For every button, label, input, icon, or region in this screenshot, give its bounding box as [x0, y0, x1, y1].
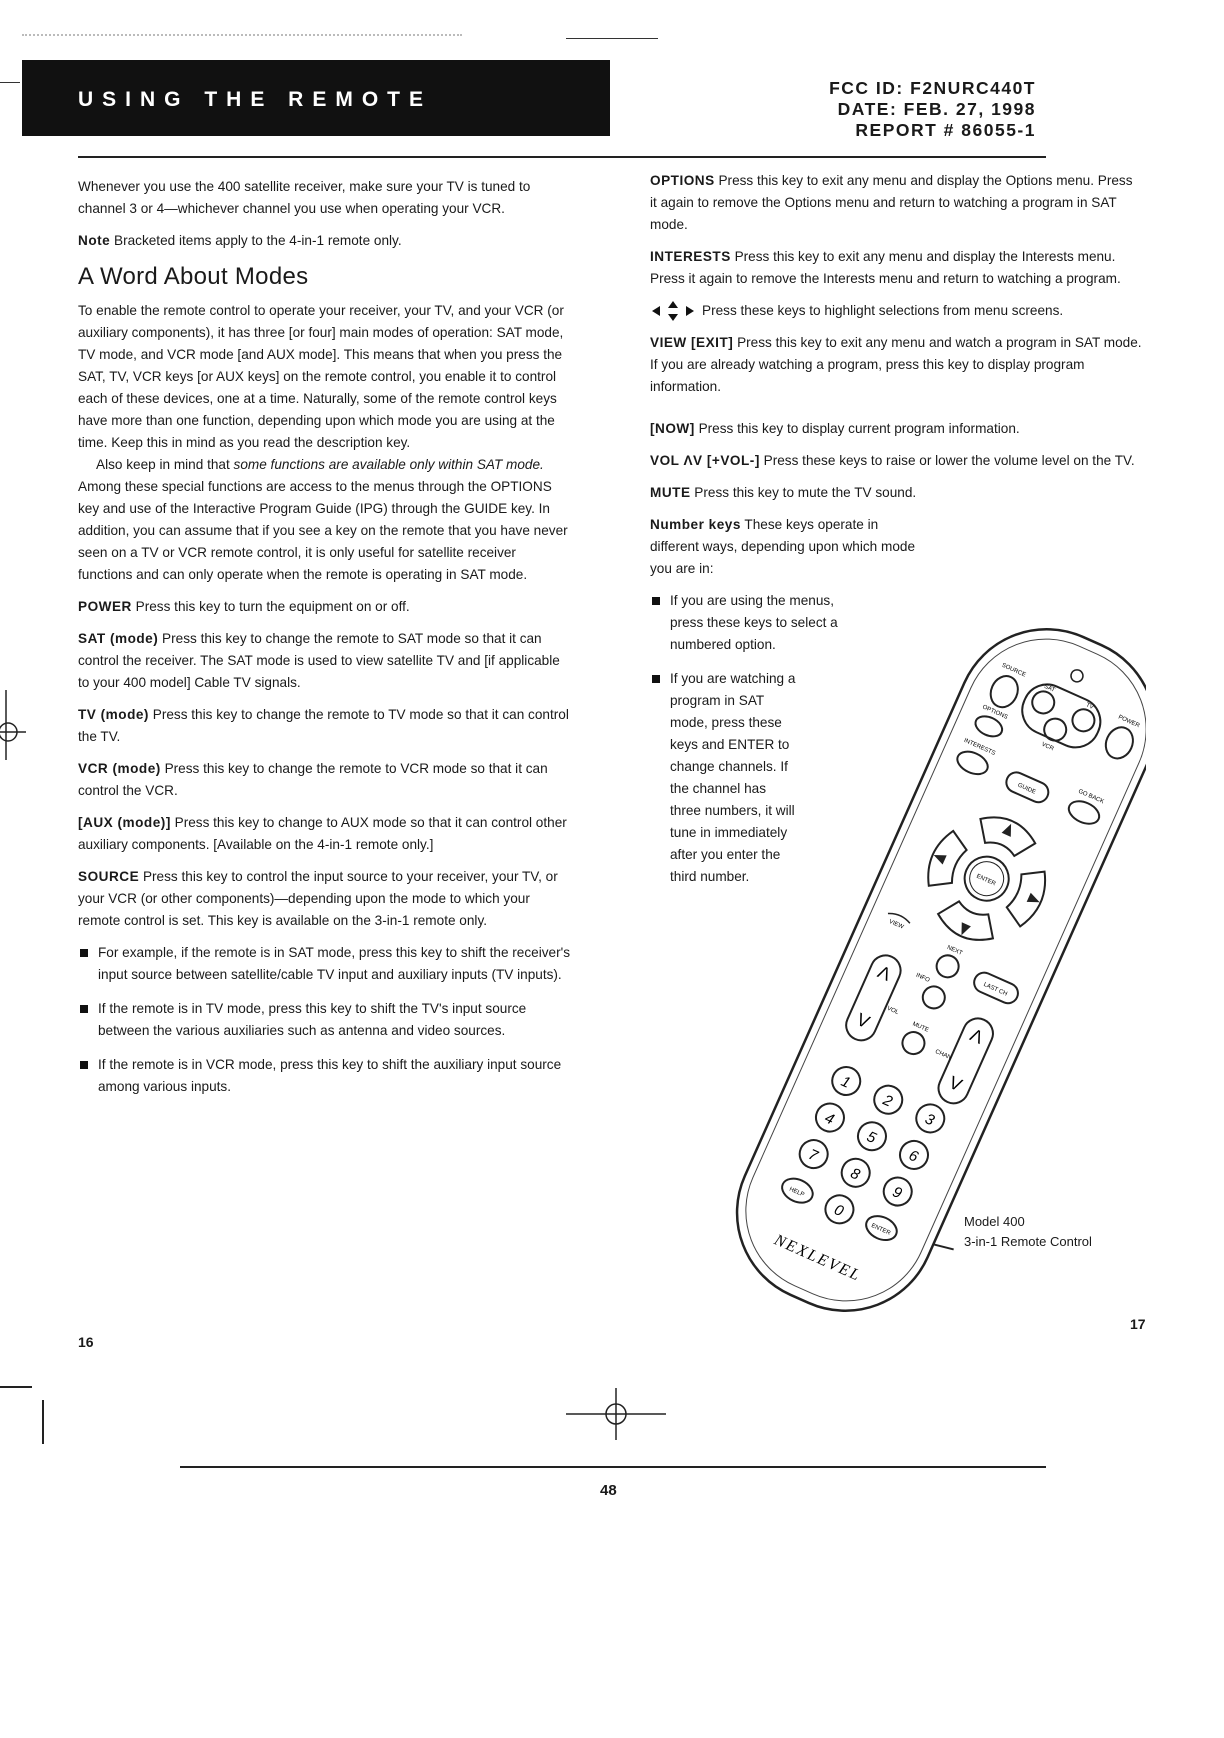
bottom-left-corner-mark [0, 1386, 32, 1388]
caption-model: Model 400 [964, 1214, 1025, 1229]
mute-label: MUTE [650, 485, 691, 501]
footer-rule [180, 1466, 1046, 1468]
mute-key-label: MUTE [911, 1021, 930, 1034]
sat-label: SAT (mode) [78, 631, 159, 646]
mute-entry [650, 482, 920, 504]
footer-page-number: 48 [600, 1482, 617, 1499]
power-key-label: POWER [1117, 714, 1141, 730]
digit-key-label: 8 [847, 1164, 863, 1184]
number-label: Number keys [650, 517, 741, 533]
registration-mark-left [0, 690, 28, 760]
modes-paragraph-2 [78, 454, 574, 586]
next-key-label: NEXT [946, 944, 964, 957]
source-key-label: SOURCE [1000, 662, 1027, 679]
go-back-key-label: GO BACK [1077, 788, 1105, 806]
caption-description: 3-in-1 Remote Control [964, 1234, 1092, 1249]
power-entry [78, 596, 574, 618]
tv-label: TV (mode) [78, 707, 149, 722]
now-text: Press this key to display current program information. [698, 421, 1020, 437]
aux-text: Press this key to change to AUX mode so that it can control other auxiliary components. [Available on the 4-in-1 remote only.] [78, 815, 567, 852]
list-item: If the remote is in TV mode, press this key to shift the TV's input source between the various auxiliaries such as antenna and video sources. [78, 998, 574, 1042]
help-key-label: HELP [788, 1186, 805, 1199]
chan-up-icon: Λ [967, 1024, 987, 1048]
options-text: Press this key to exit any menu and display the Options menu. Press it again to remove the Options menu and return to watching a program in SAT mode. [650, 173, 1133, 232]
brand-logo: NEXLEVEL [771, 1231, 864, 1285]
now-entry [650, 418, 1142, 440]
modes-p2-end: Among these special functions are access to the menus through the OPTIONS key and use of the Interactive Program Guide (IPG) through the GUIDE key. In addition, you can assume that if you see a key on the remote that you have never seen on a TV or VCR remote control, it is only useful for satellite receiver functions and can only operate when the remote is operating in SAT mode. [78, 479, 568, 582]
list-item: If you are using the menus, press these keys to select a numbered option. [650, 590, 870, 656]
registration-mark-bottom [566, 1688, 666, 1738]
registration-mark-center [566, 1388, 666, 1440]
digit-key-label: 5 [864, 1128, 879, 1148]
page-number-left: 16 [78, 1334, 94, 1350]
vcr-key-label: VCR [1040, 741, 1055, 753]
fcc-block [829, 78, 1036, 141]
source-bullets [78, 942, 574, 1098]
modes-p2-start: Also keep in mind that [96, 457, 234, 472]
power-label: POWER [78, 599, 132, 614]
note-label: Note [78, 233, 111, 248]
interests-key-label: INTERESTS [962, 737, 997, 757]
header-rule [78, 156, 1046, 158]
note-paragraph [78, 230, 574, 252]
fcc-report: REPORT # 86055-1 [855, 120, 1036, 140]
view-text: Press this key to exit any menu and watch a program in SAT mode. If you are already watching a program, press this key to display program information. [650, 335, 1142, 395]
vol-label: VOL ΛV [+VOL-] [650, 453, 760, 469]
vcr-label: VCR (mode) [78, 761, 161, 776]
tv-entry [78, 704, 574, 748]
aux-label: [AUX (mode)] [78, 815, 171, 830]
number-entry [650, 514, 918, 580]
remote-caption [964, 1212, 1092, 1252]
intro-paragraph: Whenever you use the 400 satellite receiver, make sure your TV is tuned to channel 3 or 4—whichever channel you use when operating your VCR. [78, 179, 531, 216]
modes-paragraph-1: To enable the remote control to operate your receiver, your TV, and your VCR (or auxiliary components), it has three [or four] main modes of operation: SAT mode, TV mode, and VCR mode [and AUX mode]. This means that when you press the SAT, TV, VCR keys [or AUX keys] on the remote control, you enable it to control each of these devices, one at a time. Naturally, some of the remote control keys have more than one function, depending upon which mode you are using at the time. Keep this in mind as you read the description key. [78, 303, 564, 450]
last-ch-key-label: LAST CH [982, 981, 1008, 998]
digit-key-label: 9 [889, 1183, 905, 1203]
digit-key-label: 7 [805, 1146, 821, 1165]
power-text: Press this key to turn the equipment on or off. [135, 599, 410, 614]
sat-text: Press this key to change the remote to SAT mode so that it can control the receiver. The SAT mode is used to view satellite TV and [if applicable to your 400 model] Cable TV signals. [78, 631, 560, 690]
digit-key-label: 1 [838, 1072, 853, 1092]
digit-key-label: 3 [922, 1110, 937, 1130]
modes-heading: A Word About Modes [78, 263, 309, 290]
left-edge-rule [0, 82, 20, 83]
vol-rocker-label: VOL [886, 1005, 900, 1017]
options-label: OPTIONS [650, 173, 715, 188]
left-column [78, 176, 574, 1110]
view-key-label: VIEW [887, 918, 905, 931]
list-item: If you are watching a program in SAT mode, press these keys and ENTER to change channels. If the channel has three numbers, it will tune in immediately after you enter the third number. [650, 668, 800, 888]
sat-key-label: SAT [1042, 683, 1056, 694]
list-item: For example, if the remote is in SAT mode, press this key to shift the receiver's input source between satellite/cable TV input and auxiliary inputs (TV inputs). [78, 942, 574, 986]
vcr-entry [78, 758, 574, 802]
fcc-date: DATE: FEB. 27, 1998 [837, 99, 1036, 119]
source-text: Press this key to control the input source to your receiver, your TV, or your VCR (or other components)—depending upon the mode to which your remote control is set. This key is available on the 3-in-1 remote only. [78, 869, 558, 928]
guide-key-label: GUIDE [1016, 782, 1037, 796]
section-banner [22, 60, 610, 136]
arrows-text: Press these keys to highlight selections from menu screens. [702, 303, 1064, 318]
options-key-label: OPTIONS [981, 704, 1009, 721]
arrow-keys-icon [650, 300, 696, 322]
view-label: VIEW [EXIT] [650, 335, 734, 351]
vcr-text: Press this key to change the remote to VCR mode so that it can control the VCR. [78, 761, 548, 798]
enter-key-label: ENTER [870, 1223, 892, 1237]
top-rule-right [566, 38, 658, 39]
mute-text: Press this key to mute the TV sound. [694, 485, 917, 501]
chan-rocker-label: CHAN [934, 1048, 953, 1062]
aux-entry [78, 812, 574, 856]
digit-key-label: 6 [906, 1146, 921, 1166]
now-label: [NOW] [650, 421, 695, 437]
interests-label: INTERESTS [650, 249, 731, 264]
source-entry [78, 866, 574, 932]
options-entry [650, 170, 1142, 236]
list-item: If the remote is in VCR mode, press this key to shift the auxiliary input source among various inputs. [78, 1054, 574, 1098]
enter-center-label: ENTER [975, 873, 997, 888]
digit-key-label: 4 [822, 1109, 837, 1129]
vol-down-icon: V [853, 1009, 873, 1033]
info-key-label: INFO [914, 972, 931, 984]
source-label: SOURCE [78, 869, 140, 884]
tv-key-label: TV [1084, 702, 1095, 711]
vol-up-icon: Λ [874, 961, 894, 985]
number-text: These keys operate in different ways, depending upon which mode you are in: [650, 517, 916, 577]
interests-entry [650, 246, 1142, 290]
chan-down-icon: V [946, 1072, 966, 1096]
digit-key-label: 2 [880, 1091, 895, 1111]
banner-title: USING THE REMOTE [78, 88, 433, 111]
modes-p2-emphasis: some functions are available only within SAT mode. [233, 457, 544, 472]
digit-key-label: 0 [831, 1201, 847, 1221]
sat-entry [78, 628, 574, 694]
page-number-right: 17 [1130, 1316, 1146, 1332]
interests-text: Press this key to exit any menu and display the Interests menu. Press it again to remove the Interests menu and return to watching a program. [650, 249, 1121, 286]
tv-text: Press this key to change the remote to TV mode so that it can control the TV. [78, 707, 569, 744]
note-text: Bracketed items apply to the 4-in-1 remote only. [114, 233, 402, 248]
vol-entry [650, 450, 1142, 472]
view-entry [650, 332, 1142, 398]
vol-text: Press these keys to raise or lower the volume level on the TV. [763, 453, 1135, 469]
bottom-left-corner-mark-vertical [42, 1400, 44, 1444]
arrows-entry [650, 300, 1142, 322]
fcc-id: FCC ID: F2NURC440T [829, 78, 1036, 98]
scan-marks [22, 34, 462, 36]
